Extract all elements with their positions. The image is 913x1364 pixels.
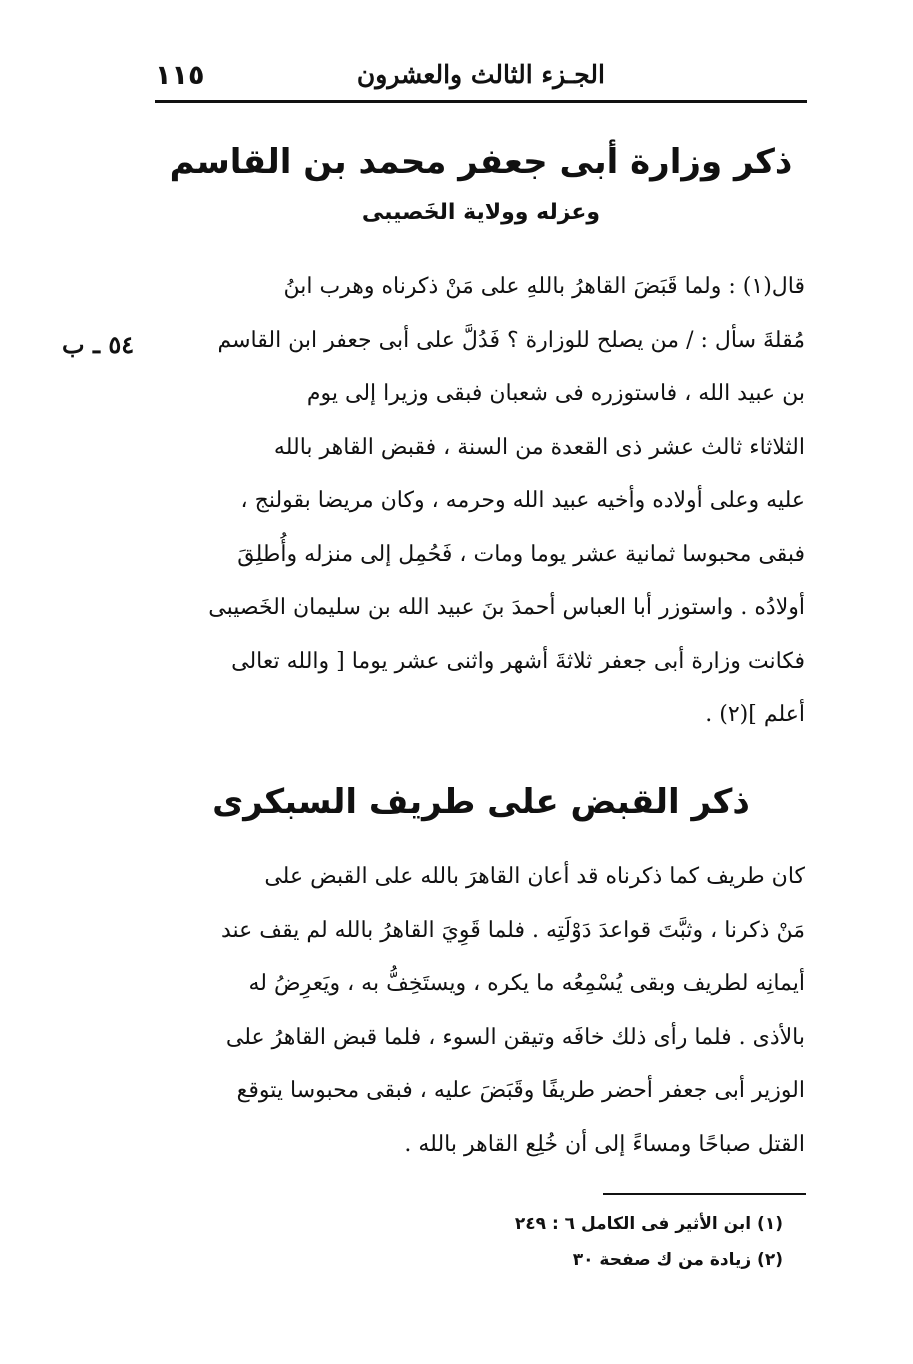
text-line: مَنْ ذكرنا ، وثبَّتَ قواعدَ دَوْلَتِه . فلما قَوِيَ القاهرُ بالله لم يقف عند <box>221 917 805 943</box>
header-rule <box>155 100 807 103</box>
text-line: مُقلةَ سأل : / من يصلح للوزارة ؟ فَدُلَّ على أبى جعفر ابن القاسم <box>217 327 805 353</box>
section-1-body <box>155 260 805 742</box>
text-line: الوزير أبى جعفر أحضر طريفًا وقَبَضَ عليه ، فبقى محبوسا يتوقع <box>236 1078 805 1103</box>
text-line: الثلاثاء ثالث عشر ذى القعدة من السنة ، فقبض القاهر بالله <box>273 434 805 460</box>
text-line: عليه وعلى أولاده وأخيه عبيد الله وحرمه ، وكان مريضا بقولنج ، <box>240 488 805 513</box>
running-title: الجـزء الثالث والعشرون <box>356 60 605 89</box>
text-line: كان طريف كما ذكرناه قد أعان القاهرَ بالله على القبض على <box>264 864 805 889</box>
section-2-body <box>155 850 805 1171</box>
section-1-subtitle: وعزله وولاية الخَصيبى <box>361 200 601 225</box>
text-line: أيمانِه لطريف وبقى يُسْمِعُه ما يكره ، ويستَخِفُّ به ، ويَعرِضُ له <box>248 971 805 996</box>
footnote-rule <box>603 1193 806 1195</box>
page-number: ١١٥ <box>155 60 205 91</box>
footnote-1: (١) ابن الأثير فى الكامل ٦ : ٢٤٩ <box>514 1214 783 1234</box>
text-line: أعلم ](٢) . <box>705 702 805 727</box>
text-line: فكانت وزارة أبى جعفر ثلاثةَ أشهر واثنى عشر يوما [ والله تعالى <box>231 648 805 674</box>
text-line: قال(١) : ولما قَبَضَ القاهرُ باللهِ على مَنْ ذكرناه وهرب ابنُ <box>283 274 805 299</box>
text-line: بالأذى . فلما رأى ذلك خافَه وتيقن السوء ، فلما قبض القاهرُ على <box>225 1024 805 1050</box>
page-header <box>155 58 805 98</box>
text-line: أولادُه . واستوزر أبا العباس أحمدَ بنَ عبيد الله بن سليمان الخَصيبى <box>208 595 805 620</box>
section-2-title: ذكر القبض على طريف السبكرى <box>212 782 750 822</box>
section-1-title: ذكر وزارة أبى جعفر محمد بن القاسم <box>169 142 793 182</box>
margin-folio-note: ٥٤ ـ ب <box>62 330 135 359</box>
text-line: فبقى محبوسا ثمانية عشر يوما ومات ، فَحُمِل إلى منزله وأُطلِقَ <box>237 541 805 567</box>
text-line: بن عبيد الله ، فاستوزره فى شعبان فبقى وزيرا إلى يوم <box>306 381 805 406</box>
footnote-2: (٢) زيادة من ك صفحة ٣٠ <box>572 1250 783 1270</box>
text-line: القتل صباحًا ومساءً إلى أن خُلِع القاهر بالله . <box>404 1131 805 1157</box>
